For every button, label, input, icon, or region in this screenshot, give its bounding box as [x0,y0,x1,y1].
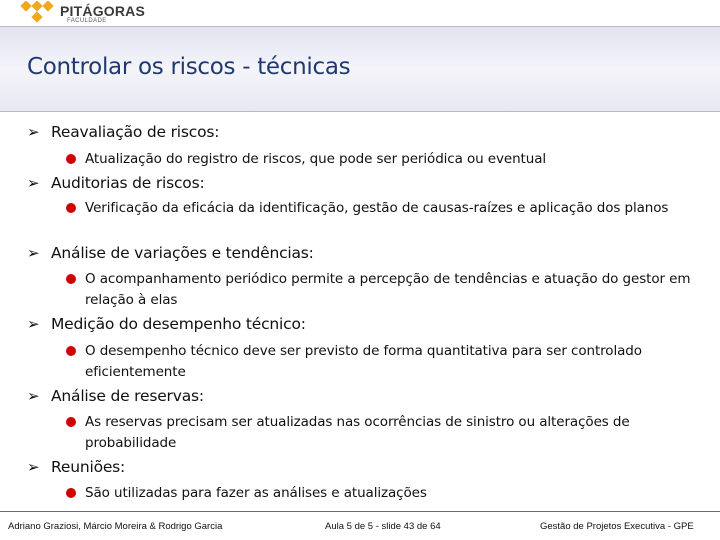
sub-bullet-analise-variacoes [66,269,706,311]
arrow-bullet-icon: ➢ [27,387,40,405]
sub-bullet-text: As reservas precisam ser atualizadas nas ocorrências de sinistro ou alterações de probabilidade [85,414,630,451]
sub-bullet-text: São utilizadas para fazer as análises e atualizações [85,485,427,501]
bullet-label: Reavaliação de riscos: [51,123,220,141]
bullet-reunioes [27,458,125,476]
red-dot-icon [66,417,76,427]
red-dot-icon [66,346,76,356]
bullet-label: Medição do desempenho técnico: [51,315,306,333]
sub-bullet-reavaliacao [66,149,706,170]
logo-name: PITÁGORAS [60,3,146,19]
arrow-bullet-icon: ➢ [27,174,40,192]
red-dot-icon [66,154,76,164]
footer-course: Gestão de Projetos Executiva - GPE [540,521,694,532]
footer-slide-info: Aula 5 de 5 - slide 43 de 64 [325,521,441,532]
bullet-label: Análise de reservas: [51,387,204,405]
bullet-label: Auditorias de riscos: [51,174,205,192]
arrow-bullet-icon: ➢ [27,244,40,262]
logo-subtitle: FACULDADE [67,18,107,24]
footer-divider [0,511,720,512]
footer-authors: Adriano Graziosi, Márcio Moreira & Rodrigo Garcia [8,521,223,532]
sub-bullet-text: Atualização do registro de riscos, que pode ser periódica ou eventual [85,151,547,167]
red-dot-icon [66,274,76,284]
bullet-analise-reservas [27,387,204,405]
slide-footer [0,511,720,540]
arrow-bullet-icon: ➢ [27,123,40,141]
bullet-reavaliacao [27,123,219,141]
bullet-medicao-desempenho [27,315,306,333]
sub-bullet-text: O desempenho técnico deve ser previsto de forma quantitativa para ser controlado eficientemente [85,343,642,380]
sub-bullet-auditorias [66,198,706,219]
sub-bullet-analise-reservas [66,412,706,454]
arrow-bullet-icon: ➢ [27,458,40,476]
sub-bullet-medicao-desempenho [66,341,706,383]
slide-title: Controlar os riscos - técnicas [27,54,351,80]
arrow-bullet-icon: ➢ [27,315,40,333]
red-dot-icon [66,488,76,498]
bullet-label: Reuniões: [51,458,126,476]
sub-bullet-text: Verificação da eficácia da identificação, gestão de causas-raízes e aplicação dos planos [85,200,669,216]
bullet-auditorias [27,174,204,192]
sub-bullet-reunioes [66,483,706,504]
red-dot-icon [66,203,76,213]
bullet-label: Análise de variações e tendências: [51,244,314,262]
bullet-analise-variacoes [27,244,314,262]
sub-bullet-text: O acompanhamento periódico permite a percepção de tendências e atuação do gestor em relação à elas [85,271,691,308]
